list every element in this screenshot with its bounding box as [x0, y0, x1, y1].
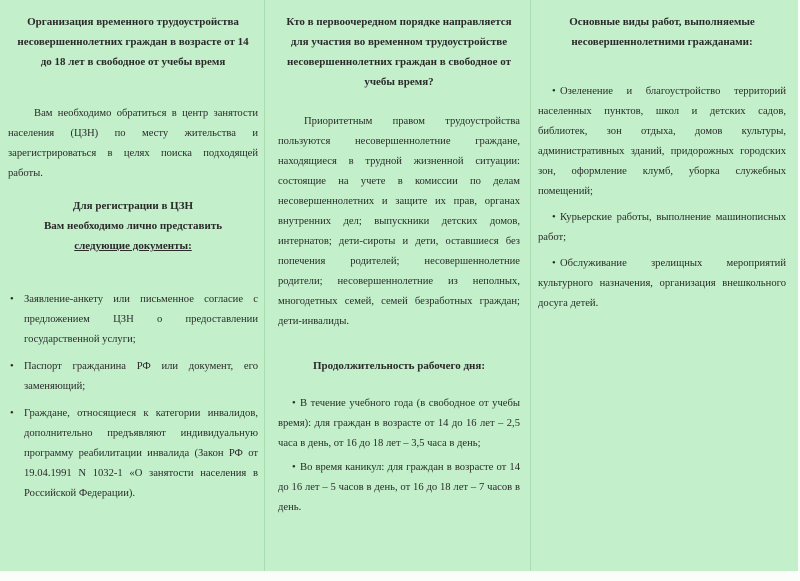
- col1-documents-list: [8, 290, 258, 504]
- list-item: [538, 82, 786, 202]
- list-item: [278, 394, 520, 454]
- list-item: • Заявление-анкету или письменное согласие с предложением ЦЗН о предоставлении государственной услуги;: [8, 290, 258, 350]
- list-item-text: Курьерские работы, выполнение машинописных работ;: [538, 212, 786, 243]
- col1-title: Организация временного трудоустройства несовершеннолетних граждан в возрасте от 14 до 18 лет в свободное от учебы время: [17, 16, 249, 68]
- col2-duration-title: Продолжительность рабочего дня:: [313, 360, 485, 372]
- col2-title: Кто в первоочередном порядке направляется для участия во временном трудоустройстве несовершеннолетних граждан в свободное от учебы время?: [286, 16, 512, 88]
- column-middle: [278, 12, 520, 518]
- list-item-text: Во время каникул: для граждан в возрасте от 14 до 16 лет – 5 часов в день, от 16 до 18 лет – 7 часов в день.: [278, 462, 520, 513]
- list-item: [538, 254, 786, 314]
- col1-sub3-text: следующие документы:: [74, 240, 192, 252]
- list-item-text: В течение учебного года (в свободное от учебы время): для граждан в возрасте от 14 до 16 лет – 2,5 часа в день, от 16 до 18 лет – 3,5 часа в день;: [278, 398, 520, 449]
- list-item: • Паспорт гражданина РФ или документ, его заменяющий;: [8, 357, 258, 397]
- bullet-icon: •: [552, 258, 556, 269]
- bullet-icon: •: [292, 398, 296, 409]
- col1-intro: Вам необходимо обратиться в центр занятости населения (ЦЗН) по месту жительства и зарегистрироваться в целях поиска подходящей работы.: [8, 108, 258, 179]
- col1-sub3: [8, 236, 258, 256]
- list-item: [278, 458, 520, 518]
- col2-duration-list: [278, 394, 520, 518]
- col1-sub1: Для регистрации в ЦЗН: [72, 200, 194, 212]
- column-right: [538, 12, 786, 314]
- bullet-icon: •: [292, 462, 296, 473]
- column-left: [8, 12, 258, 504]
- list-item-text: Обслуживание зрелищных мероприятий культурного назначения, организация внешкольного досуга детей.: [538, 258, 786, 309]
- fold-line-right: [530, 0, 531, 571]
- list-item-text: Озеленение и благоустройство территорий населенных пунктов, школ и детских садов, библиотек, зон отдыха, домов культуры, административных зданий, придорожных городских зон, оформление клумб, уборка служебных помещений;: [538, 86, 786, 197]
- col1-sub2: Вам необходимо лично представить: [43, 220, 223, 232]
- fold-line-left: [264, 0, 265, 571]
- col3-title: Основные виды работ, выполняемые несовершеннолетними гражданами:: [569, 16, 755, 48]
- list-item: • Граждане, относящиеся к категории инвалидов, дополнительно предъявляют индивидуальную программу реабилитации инвалида (Закон РФ от 19.04.1991 N 1032-1 «О занятости населения в Российской Федерации).: [8, 404, 258, 504]
- col2-body: Приоритетным правом трудоустройства пользуются несовершеннолетние граждане, находящиеся в трудной жизненной ситуации: состоящие на учете в комиссии по делам несовершеннолетних и защите их прав, органах внутренних дел; выпускники детских домов, интернатов; дети-сироты и дети, оставшиеся без попечения родителей; несовершеннолетние родители; несовершеннолетние из неполных, многодетных семей, семей безработных граждан; дети-инвалиды.: [278, 116, 520, 327]
- bullet-icon: •: [552, 212, 556, 223]
- col3-work-types-list: [538, 82, 786, 314]
- bullet-icon: •: [552, 86, 556, 97]
- list-item: [538, 208, 786, 248]
